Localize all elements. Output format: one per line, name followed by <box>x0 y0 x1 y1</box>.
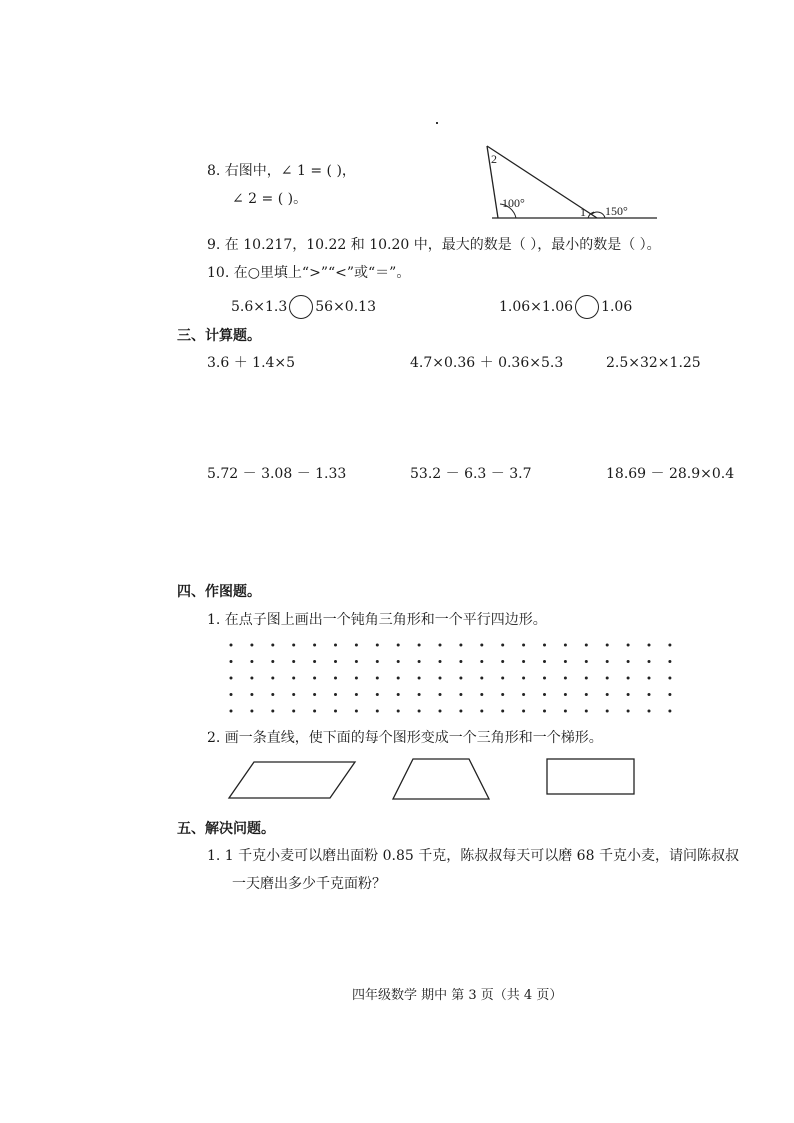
grid-dot <box>376 710 379 713</box>
grid-dot <box>271 677 274 680</box>
grid-dot <box>439 677 442 680</box>
grid-dot <box>313 710 316 713</box>
page-footer: 四年级数学 期中 第 3 页（共 4 页） <box>352 988 563 1003</box>
grid-dot <box>606 693 609 696</box>
grid-dot <box>250 677 253 680</box>
rectangle-shape[interactable] <box>546 758 636 796</box>
grid-dot <box>543 644 546 647</box>
grid-dot <box>501 710 504 713</box>
grid-dot <box>459 710 462 713</box>
grid-dot <box>668 644 671 647</box>
grid-dot <box>418 660 421 663</box>
grid-dot <box>459 693 462 696</box>
grid-dot <box>522 644 525 647</box>
grid-dot <box>418 677 421 680</box>
parallelogram-shape[interactable] <box>228 758 358 802</box>
calc-6: 18.69 － 28.9×0.4 <box>606 466 735 482</box>
grid-dot <box>501 677 504 680</box>
grid-dot <box>480 644 483 647</box>
grid-dot <box>543 693 546 696</box>
grid-dot <box>564 677 567 680</box>
grid-dot <box>250 710 253 713</box>
grid-dot <box>355 644 358 647</box>
grid-dot <box>501 693 504 696</box>
angle-label-1: 1 <box>580 205 586 219</box>
grid-dot <box>480 693 483 696</box>
grid-dot <box>334 693 337 696</box>
q10-left-compare <box>231 294 376 320</box>
grid-dot <box>439 693 442 696</box>
dot-grid[interactable] <box>222 638 682 718</box>
q8-line2: ∠ 2 = ( )。 <box>232 191 308 207</box>
grid-dot <box>585 644 588 647</box>
grid-dot <box>522 677 525 680</box>
grid-dot <box>355 693 358 696</box>
grid-dot <box>606 677 609 680</box>
trapezoid-shape[interactable] <box>392 756 492 802</box>
section3-title: 三、计算题。 <box>177 328 261 344</box>
grid-dot <box>230 644 233 647</box>
grid-dot <box>627 660 630 663</box>
grid-dot <box>271 660 274 663</box>
grid-dot <box>564 693 567 696</box>
grid-dot <box>585 693 588 696</box>
grid-dot <box>334 677 337 680</box>
grid-dot <box>418 693 421 696</box>
q10-left-a: 5.6×1.3 <box>231 299 288 315</box>
grid-dot <box>376 677 379 680</box>
q10-left-b: 56×0.13 <box>315 299 376 315</box>
grid-dot <box>250 644 253 647</box>
grid-dot <box>334 644 337 647</box>
grid-dot <box>480 660 483 663</box>
section5-q1-line2: 一天磨出多少千克面粉？ <box>232 876 386 892</box>
compare-circle-right[interactable] <box>575 295 599 319</box>
grid-dot <box>230 693 233 696</box>
grid-dot <box>543 710 546 713</box>
grid-dot <box>648 644 651 647</box>
section4-q1: 1. 在点子图上画出一个钝角三角形和一个平行四边形。 <box>207 612 547 628</box>
grid-dot <box>376 693 379 696</box>
angle-label-100: 100° <box>502 196 525 210</box>
grid-dot <box>376 644 379 647</box>
grid-dot <box>334 710 337 713</box>
section5-title: 五、解决问题。 <box>177 821 275 837</box>
grid-dot <box>585 677 588 680</box>
grid-dot <box>397 710 400 713</box>
q8-line1: 8. 右图中，∠ 1 = ( )， <box>207 163 356 179</box>
grid-dot <box>313 644 316 647</box>
grid-dot <box>585 710 588 713</box>
grid-dot <box>355 677 358 680</box>
grid-dot <box>397 644 400 647</box>
grid-dot <box>397 677 400 680</box>
grid-dot <box>334 660 337 663</box>
grid-dot <box>459 660 462 663</box>
grid-dot <box>313 677 316 680</box>
grid-dot <box>439 660 442 663</box>
q9-text: 9. 在 10.217，10.22 和 10.20 中，最大的数是（ ），最小的数是（ ）。 <box>207 237 661 253</box>
grid-dot <box>439 710 442 713</box>
grid-dot <box>522 660 525 663</box>
section4-title: 四、作图题。 <box>177 584 261 600</box>
grid-dot <box>459 677 462 680</box>
grid-dot <box>522 710 525 713</box>
grid-dot <box>292 677 295 680</box>
grid-dot <box>627 677 630 680</box>
grid-dot <box>418 644 421 647</box>
q10-prompt: 10. 在○里填上“>”“<”或“＝”。 <box>207 265 411 281</box>
grid-dot <box>250 660 253 663</box>
grid-dot <box>292 710 295 713</box>
grid-dot <box>648 710 651 713</box>
grid-dot <box>668 660 671 663</box>
section4-q2: 2. 画一条直线，使下面的每个图形变成一个三角形和一个梯形。 <box>207 730 603 746</box>
grid-dot <box>230 660 233 663</box>
grid-dot <box>439 644 442 647</box>
grid-dot <box>501 660 504 663</box>
calc-2: 4.7×0.36 ＋ 0.36×5.3 <box>410 355 564 371</box>
grid-dot <box>564 660 567 663</box>
grid-dot <box>230 710 233 713</box>
grid-dot <box>606 710 609 713</box>
grid-dot <box>668 677 671 680</box>
grid-dot <box>627 710 630 713</box>
triangle-figure <box>480 138 660 228</box>
calc-5: 53.2 － 6.3 － 3.7 <box>410 466 532 482</box>
grid-dot <box>606 660 609 663</box>
q10-right-compare <box>499 294 632 320</box>
grid-dot <box>648 677 651 680</box>
grid-dot <box>543 660 546 663</box>
grid-dot <box>627 693 630 696</box>
grid-dot <box>355 710 358 713</box>
grid-dot <box>668 710 671 713</box>
q10-right-b: 1.06 <box>601 299 633 315</box>
grid-dot <box>271 710 274 713</box>
grid-dot <box>313 660 316 663</box>
grid-dot <box>564 710 567 713</box>
grid-dot <box>480 677 483 680</box>
compare-circle-left[interactable] <box>289 295 313 319</box>
angle-label-150: 150° <box>605 204 628 218</box>
grid-dot <box>543 677 546 680</box>
grid-dot <box>501 644 504 647</box>
section5-q1-line1: 1. 1 千克小麦可以磨出面粉 0.85 千克，陈叔叔每天可以磨 68 千克小麦，请问陈叔叔 <box>207 848 739 864</box>
grid-dot <box>376 660 379 663</box>
grid-dot <box>648 693 651 696</box>
grid-dot <box>271 644 274 647</box>
grid-dot <box>271 693 274 696</box>
grid-dot <box>564 644 567 647</box>
grid-dot <box>606 644 609 647</box>
grid-dot <box>313 693 316 696</box>
grid-dot <box>418 710 421 713</box>
q10-right-a: 1.06×1.06 <box>499 299 574 315</box>
calc-3: 2.5×32×1.25 <box>606 355 701 371</box>
grid-dot <box>480 710 483 713</box>
grid-dot <box>522 693 525 696</box>
scan-speck <box>436 122 438 124</box>
calc-4: 5.72 － 3.08 － 1.33 <box>207 466 347 482</box>
grid-dot <box>292 644 295 647</box>
grid-dot <box>230 677 233 680</box>
grid-dot <box>648 660 651 663</box>
grid-dot <box>250 693 253 696</box>
grid-dot <box>397 660 400 663</box>
grid-dot <box>627 644 630 647</box>
angle-label-2: 2 <box>491 152 497 166</box>
grid-dot <box>355 660 358 663</box>
grid-dot <box>292 693 295 696</box>
grid-dot <box>292 660 295 663</box>
grid-dot <box>668 693 671 696</box>
grid-dot <box>585 660 588 663</box>
calc-1: 3.6 ＋ 1.4×5 <box>207 355 296 371</box>
grid-dot <box>459 644 462 647</box>
grid-dot <box>397 693 400 696</box>
